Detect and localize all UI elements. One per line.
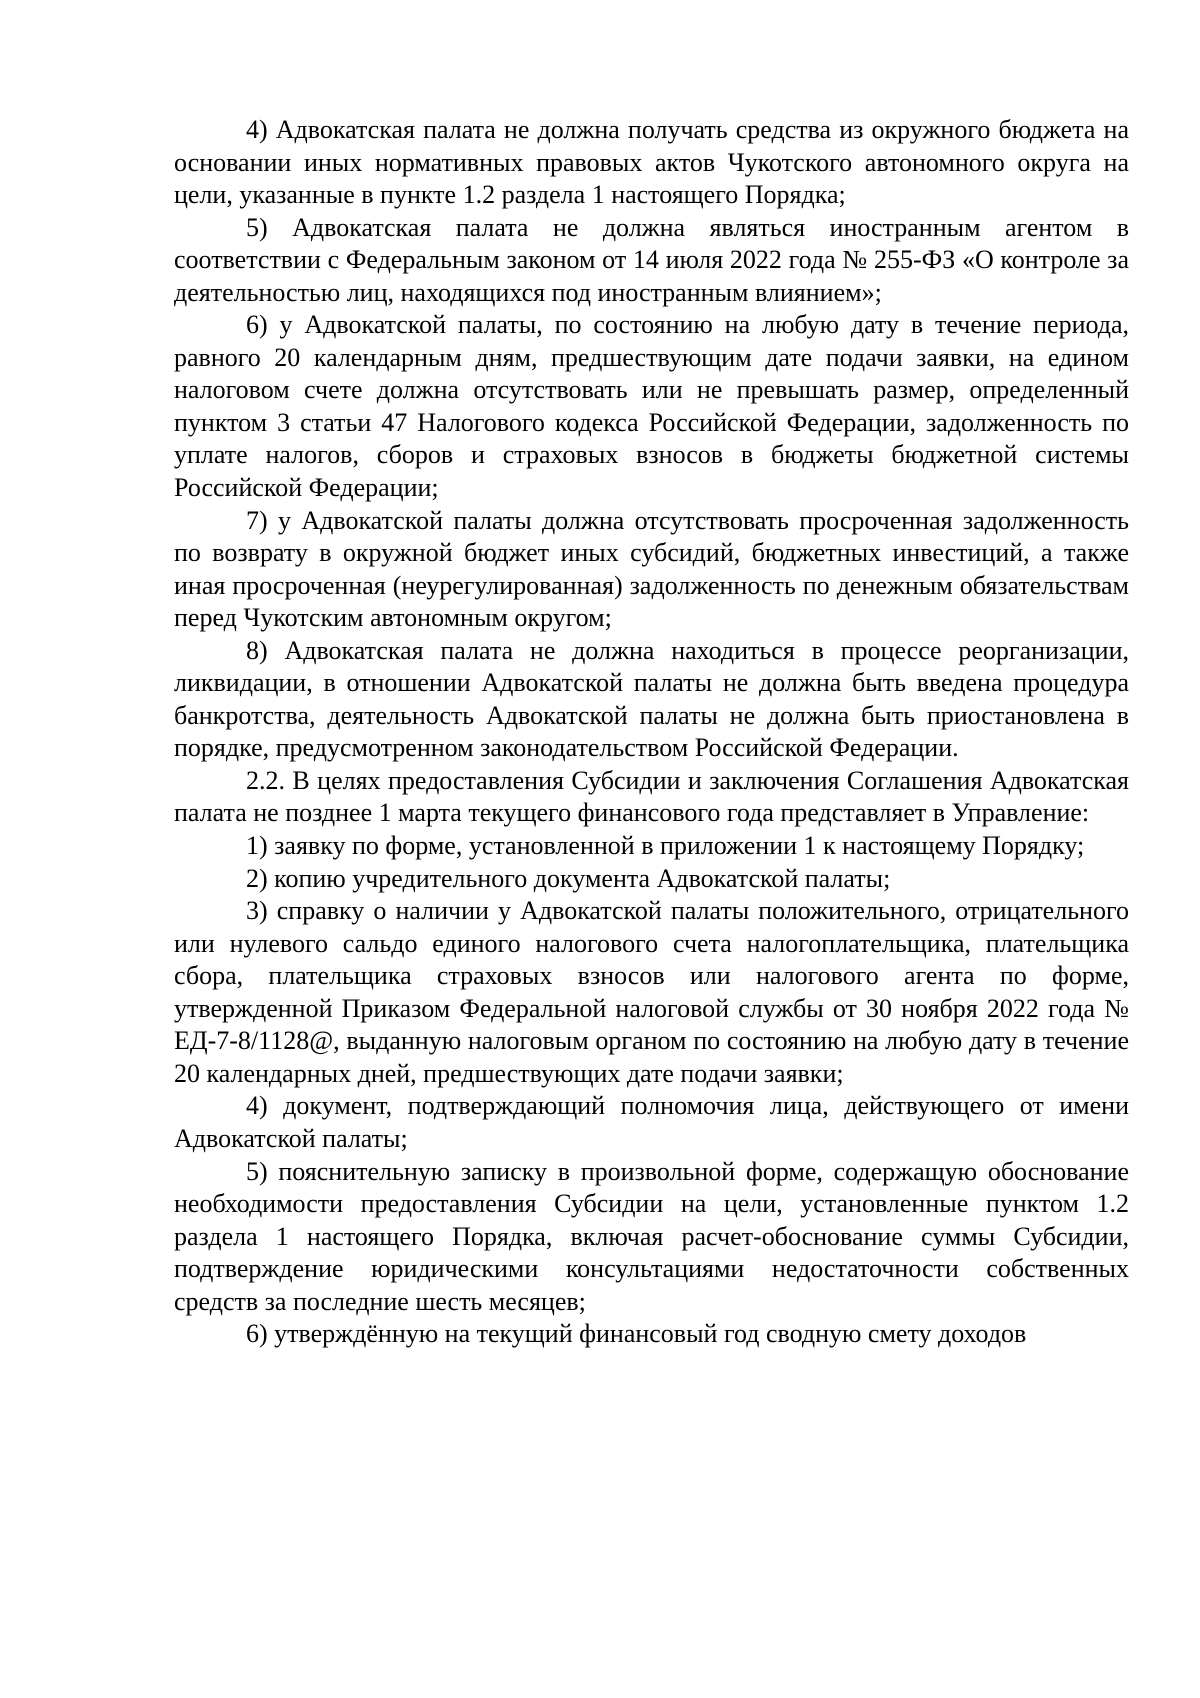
paragraph-item-8: 8) Адвокатская палата не должна находиться в процессе реорганизации, ликвидации, в отношении Адвокатской палаты не должна быть введена процедура банкротства, деятельность Адвокатской палаты не должна быть приостановлена в порядке, предусмотренном законодательством Российской Федерации. <box>174 635 1129 763</box>
paragraph-list-3: 3) справку о наличии у Адвокатской палаты положительного, отрицательного или нулевого сальдо единого налогового счета налогоплательщика, плательщика сбора, плательщика страховых взносов или налогового агента по форме, утвержденной Приказом Федеральной налоговой службы от 30 ноября 2022 года № ЕД-7-8/1128@, выданную налоговым органом по состоянию на любую дату в течение 20 календарных дней, предшествующих дате подачи заявки; <box>174 896 1129 1088</box>
paragraph-section-2-2: 2.2. В целях предоставления Субсидии и заключения Соглашения Адвокатская палата не позднее 1 марта текущего финансового года представляет в Управление: <box>174 765 1129 828</box>
paragraph-list-6: 6) утверждённую на текущий финансовый год сводную смету доходов <box>246 1319 1027 1349</box>
paragraph-list-1: 1) заявку по форме, установленной в приложении 1 к настоящему Порядку; <box>246 831 1085 861</box>
paragraph-list-2: 2) копию учредительного документа Адвокатской палаты; <box>246 863 891 893</box>
paragraph-item-6: 6) у Адвокатской палаты, по состоянию на любую дату в течение периода, равного 20 календарным дням, предшествующим дате подачи заявки, на едином налоговом счете должна отсутствовать или не превышать размер, определенный пунктом 3 статьи 47 Налогового кодекса Российской Федерации, задолженность по уплате налогов, сборов и страховых взносов в бюджеты бюджетной системы Российской Федерации; <box>174 310 1129 503</box>
paragraph-item-7: 7) у Адвокатской палаты должна отсутствовать просроченная задолженность по возврату в окружной бюджет иных субсидий, бюджетных инвестиций, а также иная просроченная (неурегулированная) задолженность по денежным обязательствам перед Чукотским автономным округом; <box>174 505 1129 633</box>
paragraph-item-4: 4) Адвокатская палата не должна получать средства из окружного бюджета на основании иных нормативных правовых актов Чукотского автономного округа на цели, указанные в пункте 1.2 раздела 1 настоящего Порядка; <box>174 115 1129 210</box>
document-body <box>174 114 1129 1351</box>
paragraph-list-4: 4) документ, подтверждающий полномочия лица, действующего от имени Адвокатской палаты; <box>174 1091 1129 1153</box>
paragraph-item-5: 5) Адвокатская палата не должна являться иностранным агентом в соответствии с Федеральным законом от 14 июля 2022 года № 255-ФЗ «О контроле за деятельностью лиц, находящихся под иностранным влиянием»; <box>174 212 1129 307</box>
paragraph-list-5: 5) пояснительную записку в произвольной форме, содержащую обоснование необходимости предоставления Субсидии на цели, установленные пунктом 1.2 раздела 1 настоящего Порядка, включая расчет-обоснование суммы Субсидии, подтверждение юридическими консультациями недостаточности собственных средств за последние шесть месяцев; <box>174 1156 1129 1316</box>
